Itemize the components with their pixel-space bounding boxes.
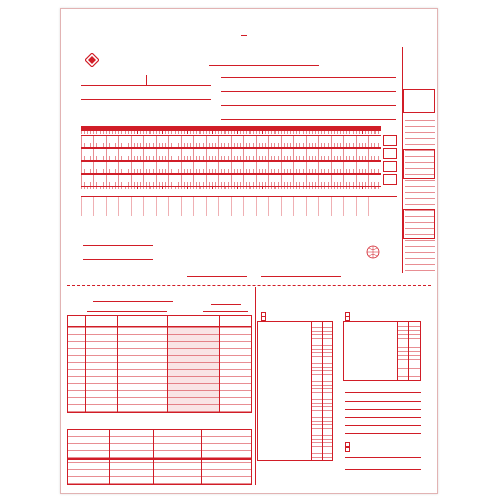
total-driving[interactable] — [383, 161, 397, 172]
diamond-logo-icon — [85, 53, 99, 67]
recap-lines — [405, 115, 435, 271]
grid-row-driving[interactable] — [81, 161, 381, 174]
hour-labels-bottom — [81, 189, 381, 194]
tick-strip-top — [81, 131, 381, 134]
drivers-daily-log-form — [60, 8, 438, 494]
total-on-duty[interactable] — [383, 174, 397, 185]
dvir-above-not-corrected[interactable] — [345, 447, 421, 452]
globe-icon — [366, 245, 380, 259]
ifta-table[interactable] — [67, 315, 252, 413]
remarks-ticks — [81, 196, 381, 216]
total-off-duty[interactable] — [383, 135, 397, 146]
total-sleeper-berth[interactable] — [383, 148, 397, 159]
grid-row-off-duty[interactable] — [81, 135, 381, 148]
shipments-unloaded-table[interactable] — [67, 459, 252, 485]
shipments-on-truck-table[interactable] — [67, 429, 252, 459]
grid-row-sleeper-berth[interactable] — [81, 148, 381, 161]
recap-box-on-duty[interactable] — [403, 89, 435, 113]
